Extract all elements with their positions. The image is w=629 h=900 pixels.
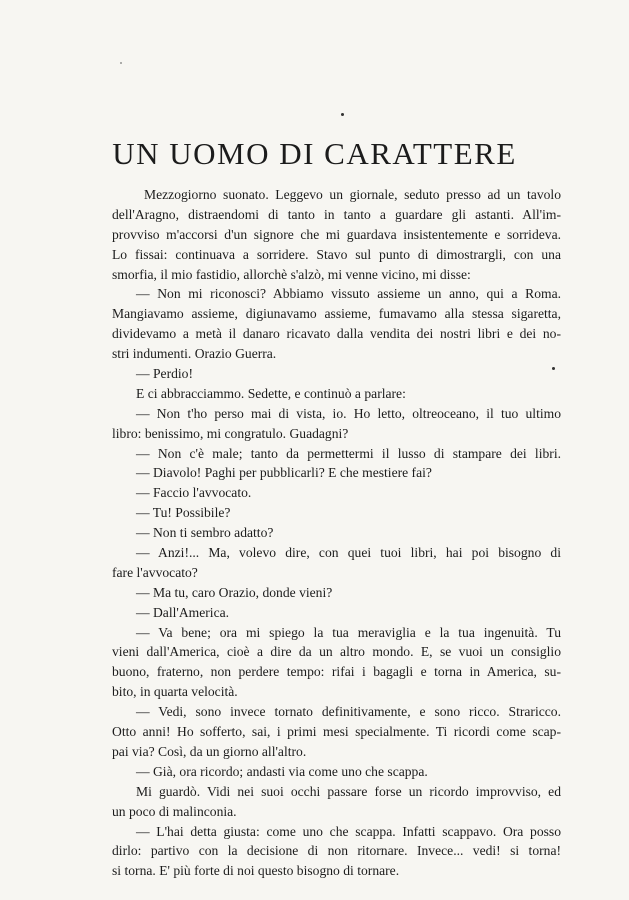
text-line: libro: benissimo, mi congratulo. Guadagni? [112,425,349,441]
text-line: — Non t'ho perso mai di vista, io. Ho letto, oltreoceano, il tuo ultimo [136,405,561,421]
text-line: Mangiavamo assieme, digiunavamo assieme, fumavamo alla stessa sigaretta, [112,306,561,322]
text-line: — L'hai detta giusta: come uno che scappa. Infatti scappavo. Ora posso [136,823,561,839]
text-line: — Vedi, sono invece tornato definitivamente, e sono ricco. Straricco. [136,704,561,720]
text-line: — Diavolo! Paghi per pubblicarli? E che mestiere fai? [136,465,432,481]
text-line: Otto anni! Ho sofferto, sai, i primi mesi specialmente. Ti ricordi come scap- [112,724,561,740]
text-line: stri indumenti. Orazio Guerra. [112,346,277,362]
text-line: — Tu! Possibile? [136,505,231,521]
paper-speck [120,62,122,64]
paper-speck [552,367,555,370]
text-line: dell'Aragno, distraendomi di tanto in tanto a guardare gli astanti. All'im- [112,206,561,222]
text-line: provviso m'accorsi d'un signore che mi guardava insistentemente e sorrideva. [112,226,561,242]
text-line: buono, fraterno, non perdere tempo: rifai i bagagli e torna in America, su- [112,664,561,680]
text-line: — Non c'è male; tanto da permettermi il lusso di stampare dei libri. [136,445,561,461]
text-line: bito, in quarta velocità. [112,684,238,700]
text-line: dirlo: partivo con la decisione di non ritornare. Invece... vedi! si torna! [112,843,561,859]
text-line: — Perdio! [136,366,194,382]
text-line: — Non ti sembro adatto? [136,525,274,541]
text-line: Mezzogiorno suonato. Leggevo un giornale, seduto presso ad un tavolo [144,187,561,202]
text-line: — Ma tu, caro Orazio, donde vieni? [136,584,333,600]
text-line: vieni dall'America, cioè a dire da un altro mondo. E, se vuoi un consiglio [112,644,561,660]
text-line: — Già, ora ricordo; andasti via come uno che scappa. [136,763,428,779]
text-line: si torna. E' più forte di noi questo bisogno di tornare. [112,863,400,879]
text-line: E ci abbracciammo. Sedette, e continuò a parlare: [136,385,406,401]
text-line: — Non mi riconosci? Abbiamo vissuto assieme un anno, qui a Roma. [136,286,561,302]
text-line: pai via? Così, da un giorno all'altro. [112,743,307,759]
text-line: Lo fissai: continuava a sorridere. Stavo sul punto di dimostrargli, con una [112,246,561,262]
text-line: — Va bene; ora mi spiego la tua meraviglia e la tua ingenuità. Tu [136,624,561,640]
chapter-title: UN UOMO DI CARATTERE [112,136,517,171]
text-line: dividevamo a metà il danaro ricavato dalla vendita dei nostri libri e dei no- [112,326,561,342]
text-line: — Dall'America. [136,604,230,620]
text-line: fare l'avvocato? [112,564,198,580]
text-line: un poco di malinconia. [112,803,237,819]
body-text [112,185,561,881]
text-line: — Faccio l'avvocato. [136,485,252,501]
text-line: smorfia, il mio fastidio, allorchè s'alzò, mi venne vicino, mi disse: [112,266,471,282]
paper-speck [341,113,344,116]
text-line: Mi guardò. Vidi nei suoi occhi passare forse un ricordo improvviso, ed [136,783,561,799]
text-line: — Anzi!... Ma, volevo dire, con quei tuoi libri, hai poi bisogno di [136,545,561,561]
